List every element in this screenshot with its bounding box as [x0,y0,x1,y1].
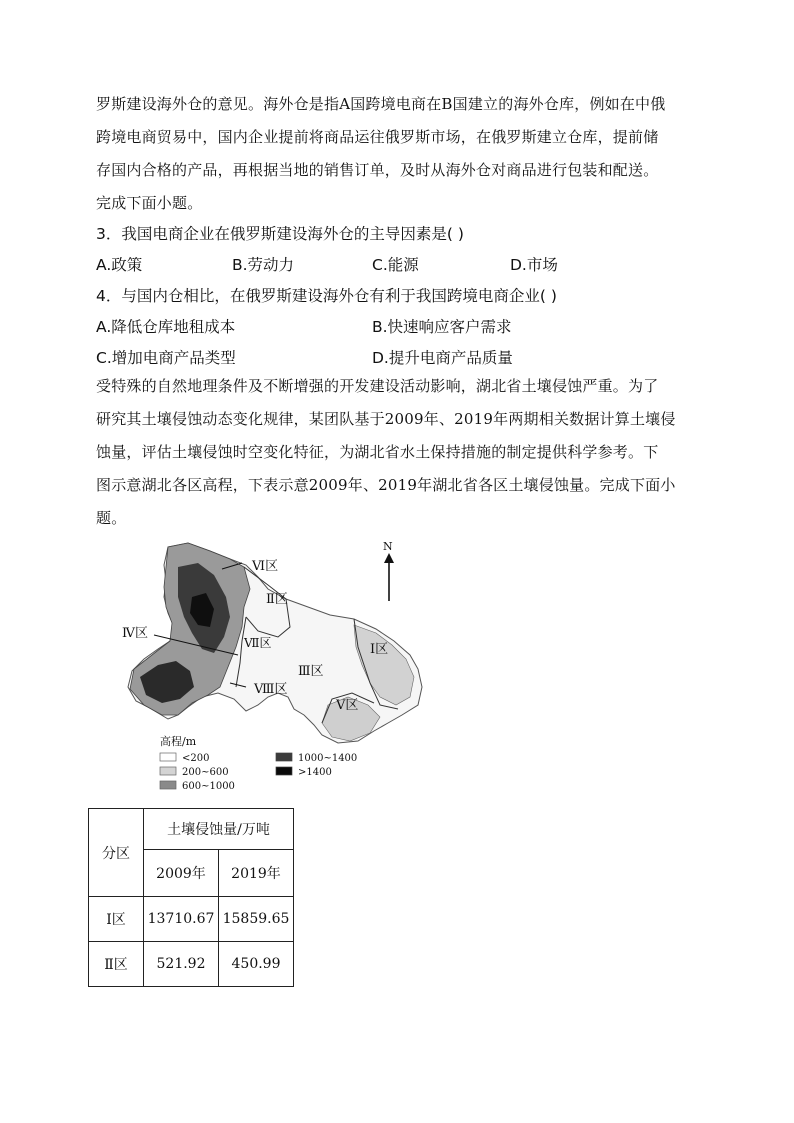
cell-value: 521.92 [144,942,219,987]
region-label-3: Ⅲ区 [298,664,324,679]
legend-label: 200~600 [182,767,229,778]
passage-line: 蚀量，评估土壤侵蚀时空变化特征，为湖北省水土保持措施的制定提供科学参考。下 [96,443,659,461]
region-label-2: Ⅱ区 [266,592,288,607]
table-row [89,897,294,942]
intro-paragraph [96,88,700,220]
q3-option-a: A.政策 [96,256,143,274]
legend-swatch [276,753,292,761]
cell-value: 15859.65 [219,897,294,942]
legend-label: >1400 [298,767,332,778]
legend-label: <200 [182,753,210,764]
header-erosion: 土壤侵蚀量/万吨 [144,809,294,850]
intro-line: 存国内合格的产品，再根据当地的销售订单，及时从海外仓对商品进行包装和配送。 [96,161,659,179]
region-label-1: Ⅰ区 [370,642,389,657]
region-label-7: Ⅶ区 [244,636,272,650]
cell-region: Ⅰ区 [89,897,144,942]
passage-line: 图示意湖北各区高程，下表示意2009年、2019年湖北省各区土壤侵蚀量。完成下面小 [96,476,676,494]
q4-option-d: D.提升电商产品质量 [372,349,513,367]
header-region: 分区 [89,809,144,897]
question-4-stem: 4．与国内仓相比，在俄罗斯建设海外仓有利于我国跨境电商企业( ) [96,287,557,305]
passage-line: 研究其土壤侵蚀动态变化规律，某团队基于2009年、2019年两期相关数据计算土壤侵 [96,410,676,428]
region-label-6: Ⅵ区 [252,559,279,574]
legend-label: 1000~1400 [298,753,358,764]
header-year-2019: 2019年 [219,850,294,897]
legend-swatch [160,781,176,789]
intro-line: 完成下面小题。 [96,194,203,212]
cell-region: Ⅱ区 [89,942,144,987]
legend-swatch [160,753,176,761]
q3-option-d: D.市场 [510,256,558,274]
erosion-table [88,808,294,987]
passage-line: 受特殊的自然地理条件及不断增强的开发建设活动影响，湖北省土壤侵蚀严重。为了 [96,377,659,395]
q3-option-b: B.劳动力 [232,256,295,274]
region-label-4: Ⅳ区 [122,626,148,641]
passage-paragraph [96,370,700,535]
intro-line: 跨境电商贸易中，国内企业提前将商品运往俄罗斯市场，在俄罗斯建立仓库，提前储 [96,128,659,146]
legend-swatch [276,767,292,775]
legend-swatch [160,767,176,775]
q4-option-b: B.快速响应客户需求 [372,318,512,336]
north-label: N [383,540,393,553]
q4-option-a: A.降低仓库地租成本 [96,318,236,336]
header-year-2009: 2009年 [144,850,219,897]
q4-option-c: C.增加电商产品类型 [96,349,236,367]
legend-title: 高程/m [160,735,197,748]
table-row [89,942,294,987]
intro-line: 罗斯建设海外仓的意见。海外仓是指A国跨境电商在B国建立的海外仓库，例如在中俄 [96,95,666,113]
cell-value: 13710.67 [144,897,219,942]
region-label-8: Ⅷ区 [254,682,288,697]
legend-label: 600~1000 [182,781,235,792]
q3-option-c: C.能源 [372,256,419,274]
question-3-stem: 3．我国电商企业在俄罗斯建设海外仓的主导因素是( ) [96,225,464,243]
cell-value: 450.99 [219,942,294,987]
north-arrow-head-icon [384,553,394,563]
hubei-elevation-map [118,537,438,797]
region-label-5: Ⅴ区 [336,698,359,713]
passage-line: 题。 [96,509,127,527]
